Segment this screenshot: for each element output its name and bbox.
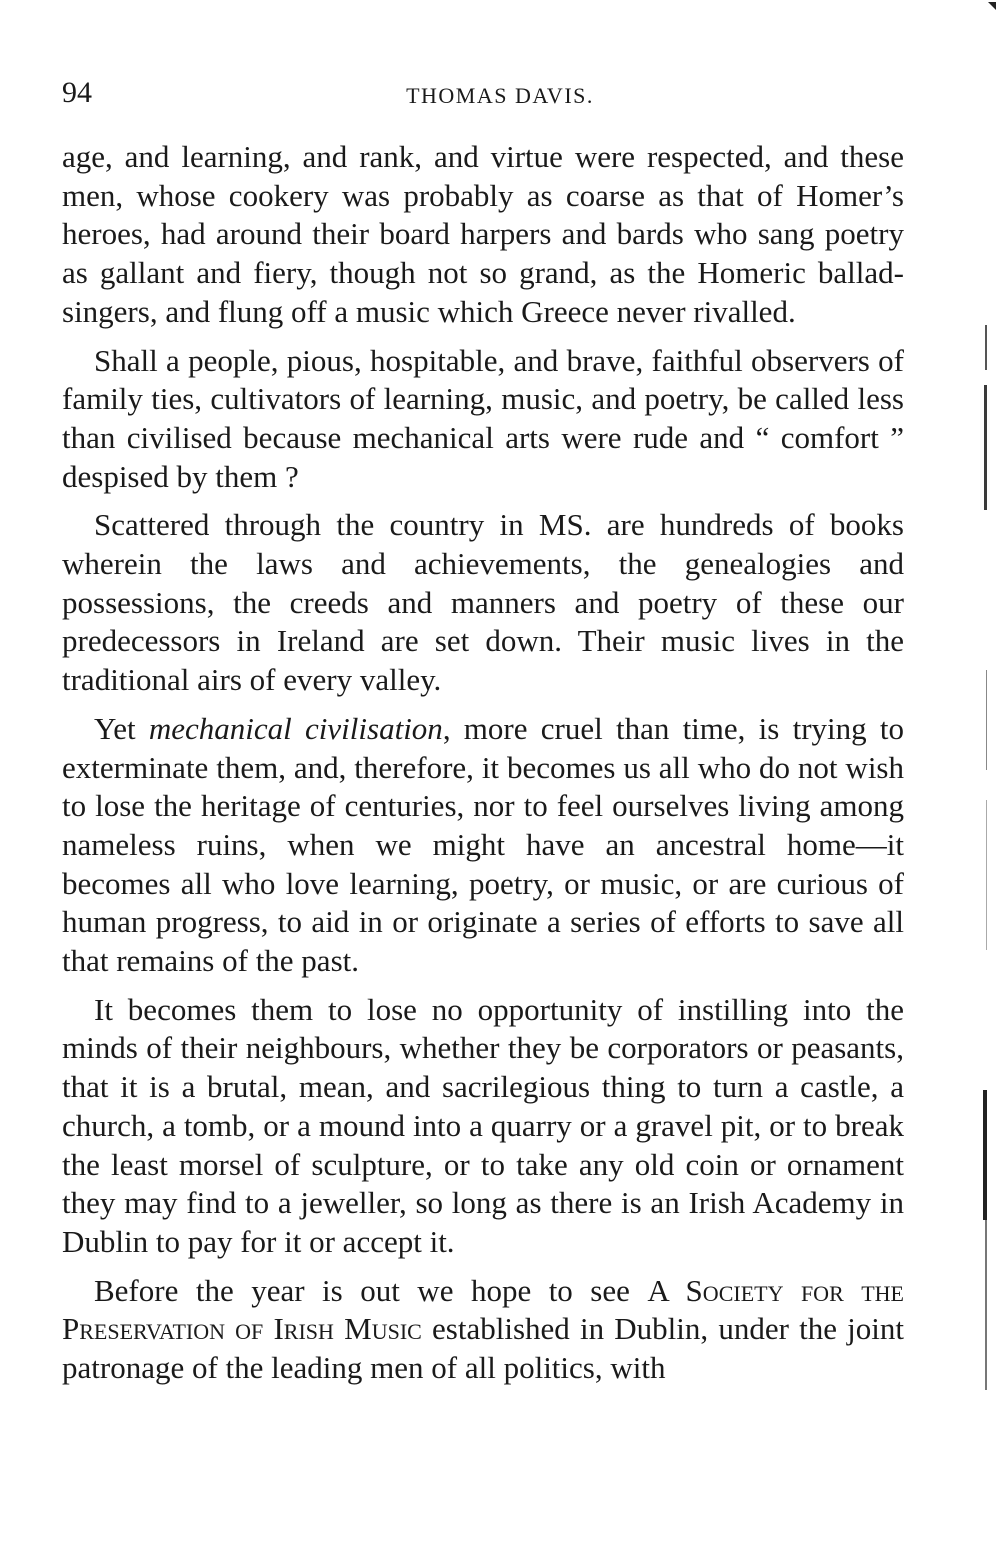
society-name: A Society for the Preservation of Irish Music (62, 1272, 904, 1347)
paragraph-2: Shall a people, pious, hospitable, and brave, faithful observers of family ties, cultivators of learning, music, and poetry, be called less than civilised because mechanical arts were rude and “ comfort ” despised by them ? (62, 342, 904, 494)
scan-edge-mark (985, 1220, 987, 1390)
paragraph-1: age, and learning, and rank, and virtue were respected, and these men, whose cookery was probably as coarse as that of Homer’s heroes, had around their board harpers and bards who sang poetry as gallant and fiery, though not so grand, as the Homeric ballad-singers, and flung off a music which Greece never rivalled. (62, 139, 904, 329)
running-head: THOMAS DAVIS. (406, 83, 594, 108)
body-text (62, 138, 904, 1398)
paragraph-6-start: Before the year is out we hope to see (94, 1272, 630, 1308)
paragraph-6-rest: established in Dublin, under the joint patronage of the leading men of all politics, with (62, 1311, 905, 1386)
scan-edge-mark (986, 800, 987, 950)
scan-edge-mark (983, 1090, 987, 1220)
paragraph-6 (62, 1272, 904, 1388)
paragraph-4 (62, 710, 904, 981)
scan-edge-mark (986, 670, 987, 770)
page-number: 94 (62, 76, 92, 109)
scan-edge-mark (984, 385, 987, 510)
paragraph-4-rest: , more cruel than time, is trying to exterminate them, and, therefore, it becomes us all who do not wish to lose the heritage of centuries, nor to feel ourselves living among nameless ruins, when we might have an ancestral home—it becomes all who love learning, poetry, or music, or are curious of human progress, to aid in or originate a series of efforts to save all that remains of the past. (62, 710, 904, 979)
paragraph-5: It becomes them to lose no opportunity of instilling into the minds of their neighbours, whether they be corporators or peasants, that it is a brutal, mean, and sacrilegious thing to turn a castle, a church, a tomb, or a mound into a quarry or a gravel pit, or to break the least morsel of sculpture, or to take any old coin or ornament they may find to a jeweller, so long as there is an Irish Academy in Dublin to pay for it or accept it. (62, 991, 904, 1259)
paragraph-4-start: Yet (94, 710, 136, 746)
italic-phrase: mechanical civilisation (148, 710, 443, 746)
paragraph-3: Scattered through the country in MS. are hundreds of books wherein the laws and achievements, the genealogies and possessions, the creeds and manners and poetry of these our predecessors in Ireland are set down. Their music lives in the traditional airs of every valley. (62, 507, 904, 698)
scan-corner-mark (988, 2, 996, 10)
scan-edge-mark (985, 325, 987, 370)
